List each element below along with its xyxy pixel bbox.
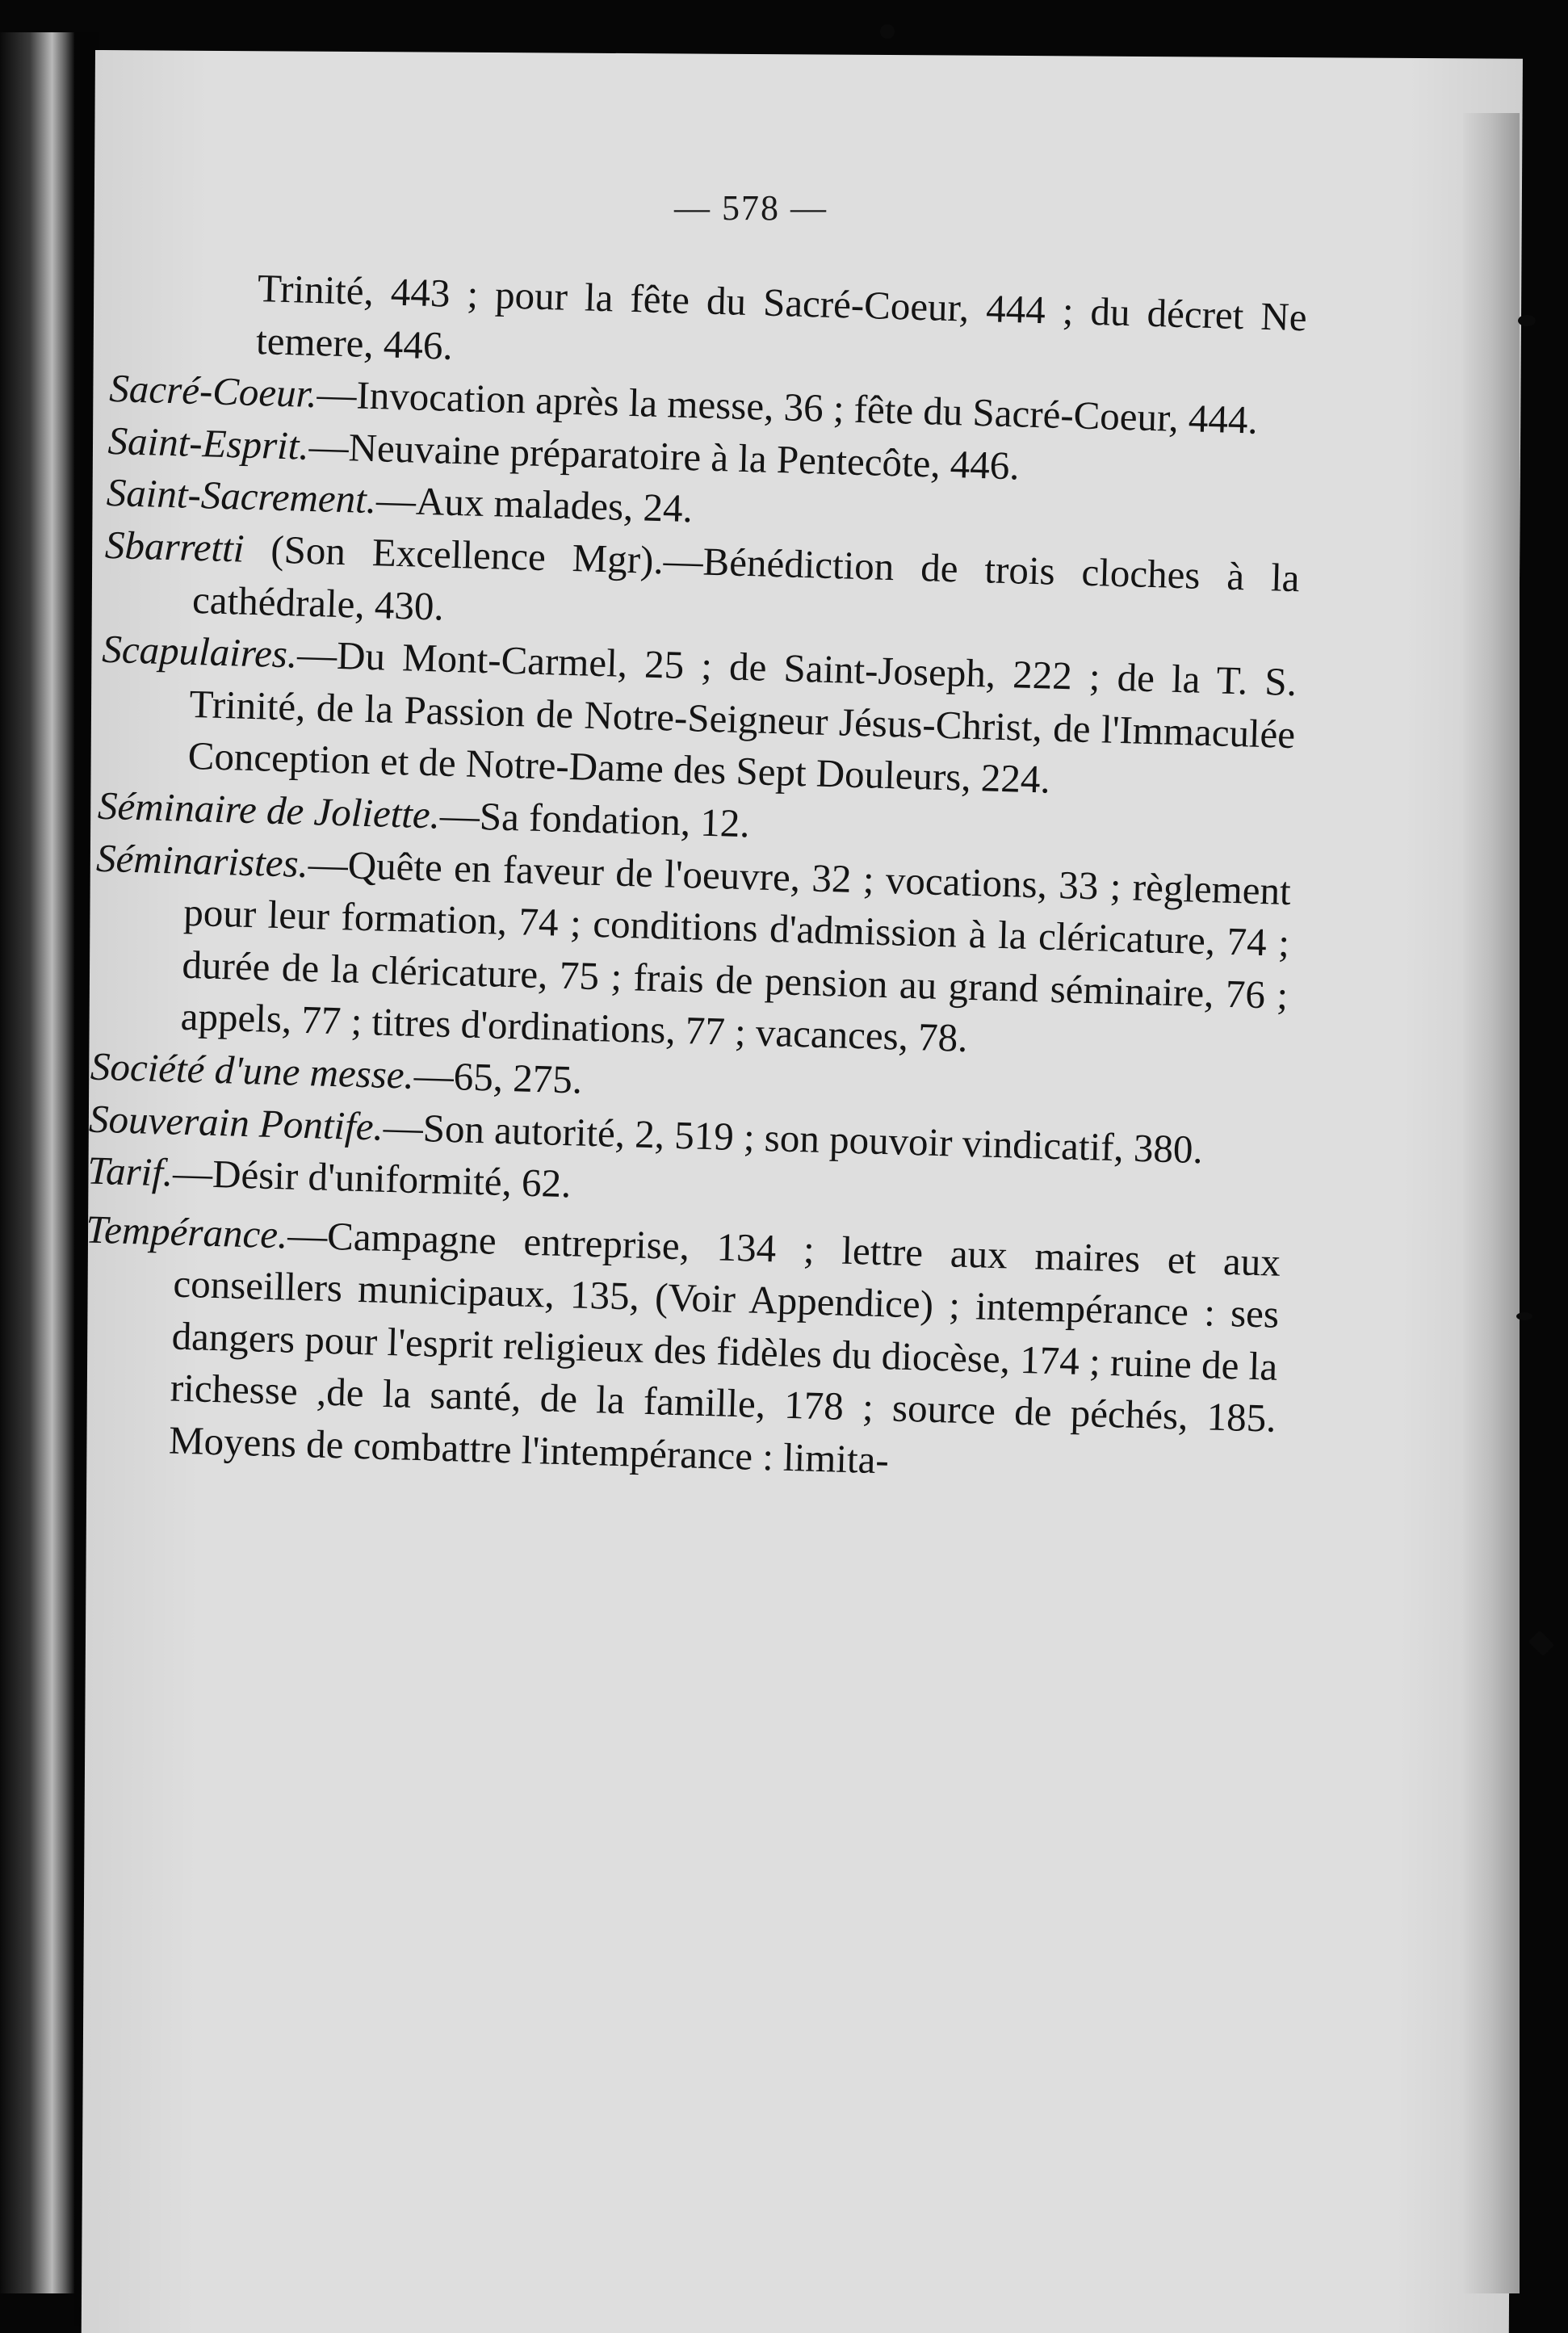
dust-speck xyxy=(1516,1312,1532,1320)
entry-text: Trinité, 443 ; pour la fête du Sacré-Coeur, 444 ; du décret Ne temere, 446. xyxy=(255,266,1308,368)
entry-term: Sacré-Coeur. xyxy=(108,366,318,417)
entry-text: —Aux malades, 24. xyxy=(375,477,694,531)
entry-term: Séminaire de Joliette. xyxy=(97,783,441,837)
entry-term: Tempérance. xyxy=(85,1206,289,1257)
entry-term: Scapulaires. xyxy=(101,626,298,677)
entry-term: Saint-Esprit. xyxy=(107,418,310,468)
entry-text: —Invocation après la messe, 36 ; fête du Sacré-Coeur, 444. xyxy=(316,371,1259,443)
index-entry-temperance xyxy=(79,1203,1281,1497)
entry-text: —Son autorité, 2, 519 ; son pouvoir vindicatif, 380. xyxy=(383,1104,1204,1172)
index-entry-seminaristes xyxy=(91,832,1292,1074)
dust-speck xyxy=(880,24,895,39)
dust-speck xyxy=(1528,1630,1555,1657)
entry-text: —Sa fondation, 12. xyxy=(439,792,751,846)
entry-text: (Son Excellence Mgr).—Bénédiction de trois cloches à la cathédrale, 430. xyxy=(191,526,1301,629)
facing-page-edge xyxy=(0,32,74,2293)
entry-term: Saint-Sacrement. xyxy=(106,470,377,522)
entry-term: Séminaristes. xyxy=(95,835,309,886)
dust-speck xyxy=(1518,315,1536,326)
entry-term: Souverain Pontife. xyxy=(88,1096,384,1149)
entry-text: —65, 275. xyxy=(413,1052,583,1102)
page-number: — 578 — xyxy=(674,188,828,228)
page-stack-edge xyxy=(1463,113,1520,2293)
index-entries xyxy=(79,258,1307,1497)
entry-term: Tarif. xyxy=(86,1148,174,1195)
entry-text: —Du Mont-Carmel, 25 ; de Saint-Joseph, 222 ; de la T. S. Trinité, de la Passion de Notre-Seigneur Jésus-Christ, de l'Immaculée Conception et de Notre-Dame des Sept Douleurs, 224. xyxy=(187,632,1298,802)
entry-text: —Neuvaine préparatoire à la Pentecôte, 446. xyxy=(308,423,1021,489)
entry-term: Société d'une messe. xyxy=(90,1043,415,1097)
entry-text: —Désir d'uniformité, 62. xyxy=(172,1150,572,1206)
entry-term: Sbarretti xyxy=(104,522,245,571)
entry-text: —Campagne entreprise, 134 ; lettre aux maires et aux conseillers municipaux, 135, (Voir Appendice) ; intempérance : ses dangers pour l'esprit religieux des fidèles du diocèse, 174 ; ruine de la richesse ,de la santé, de la famille, 178 ; source de péchés, 185. Moyens de combattre l'intempérance : limita- xyxy=(168,1212,1281,1483)
entry-text: —Quête en faveur de l'oeuvre, 32 ; vocations, 33 ; règlement pour leur formation, 74 ; conditions d'admission à la cléricature, 74 ; durée de la cléricature, 75 ; frais de pension au grand séminaire, 76 ; appels, 77 ; titres d'ordinations, 77 ; vacances, 78. xyxy=(180,841,1292,1061)
